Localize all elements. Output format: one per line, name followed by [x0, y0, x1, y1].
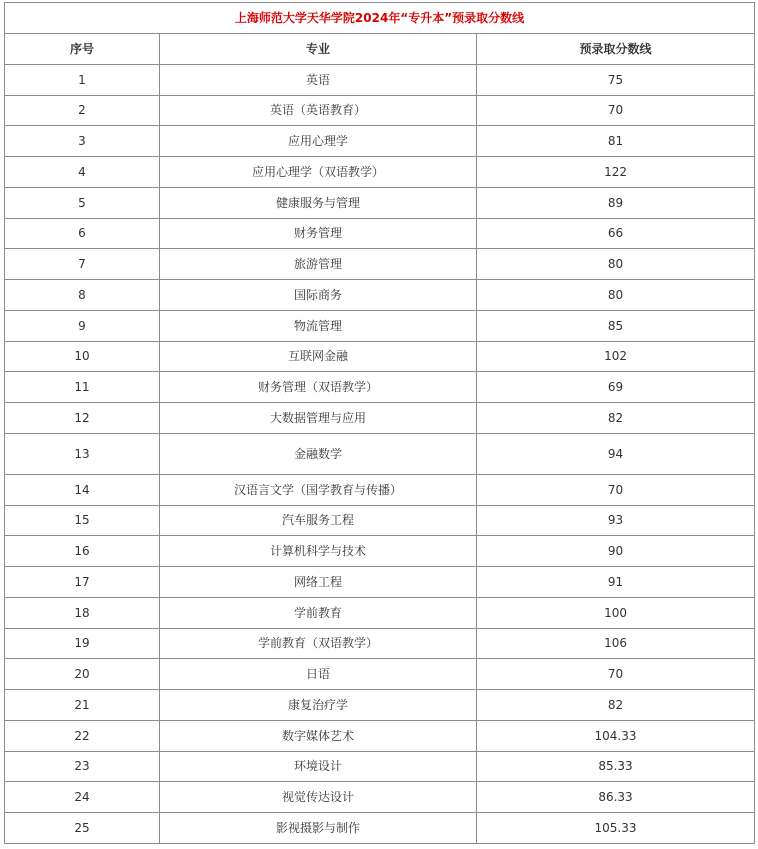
- score-cell: 89: [477, 187, 755, 218]
- major-name-cell: 汉语言文学（国学教育与传播）: [160, 474, 477, 505]
- score-cell: 90: [477, 536, 755, 567]
- score-cell: 82: [477, 403, 755, 434]
- row-number-cell: 5: [5, 187, 160, 218]
- major-name-cell: 健康服务与管理: [160, 187, 477, 218]
- major-name-cell: 数字媒体艺术: [160, 720, 477, 751]
- score-cell: 122: [477, 157, 755, 188]
- row-number-cell: 9: [5, 310, 160, 341]
- major-name-cell: 日语: [160, 659, 477, 690]
- row-number-cell: 19: [5, 628, 160, 659]
- major-name-cell: 影视摄影与制作: [160, 813, 477, 844]
- row-number-cell: 21: [5, 690, 160, 721]
- score-cell: 102: [477, 341, 755, 372]
- table-row: [5, 536, 755, 567]
- table-row: [5, 95, 755, 126]
- table-row: [5, 341, 755, 372]
- table-row: [5, 597, 755, 628]
- row-number-cell: 10: [5, 341, 160, 372]
- score-cell: 106: [477, 628, 755, 659]
- table-row: [5, 64, 755, 95]
- score-cell: 70: [477, 659, 755, 690]
- row-number-cell: 7: [5, 249, 160, 280]
- table-row: [5, 372, 755, 403]
- major-name-cell: 物流管理: [160, 310, 477, 341]
- table-row: [5, 813, 755, 844]
- table-row: [5, 782, 755, 813]
- header-number: 序号: [5, 34, 160, 65]
- score-cell: 80: [477, 280, 755, 311]
- score-cell: 75: [477, 64, 755, 95]
- score-cell: 69: [477, 372, 755, 403]
- row-number-cell: 20: [5, 659, 160, 690]
- major-name-cell: 学前教育（双语教学）: [160, 628, 477, 659]
- row-number-cell: 18: [5, 597, 160, 628]
- score-cell: 86.33: [477, 782, 755, 813]
- table-row: [5, 659, 755, 690]
- table-title: 上海师范大学天华学院2024年“专升本”预录取分数线: [5, 3, 755, 34]
- row-number-cell: 22: [5, 720, 160, 751]
- row-number-cell: 12: [5, 403, 160, 434]
- score-cell: 81: [477, 126, 755, 157]
- table-row: [5, 403, 755, 434]
- admission-score-table: [4, 2, 755, 844]
- row-number-cell: 13: [5, 433, 160, 474]
- row-number-cell: 17: [5, 567, 160, 598]
- score-cell: 82: [477, 690, 755, 721]
- score-cell: 66: [477, 218, 755, 249]
- row-number-cell: 14: [5, 474, 160, 505]
- table-row: [5, 280, 755, 311]
- major-name-cell: 财务管理: [160, 218, 477, 249]
- major-name-cell: 学前教育: [160, 597, 477, 628]
- major-name-cell: 金融数学: [160, 433, 477, 474]
- row-number-cell: 6: [5, 218, 160, 249]
- score-cell: 70: [477, 474, 755, 505]
- table-row: [5, 126, 755, 157]
- table-row: [5, 249, 755, 280]
- table-header-row: [5, 34, 755, 65]
- major-name-cell: 财务管理（双语教学）: [160, 372, 477, 403]
- major-name-cell: 应用心理学: [160, 126, 477, 157]
- major-name-cell: 英语: [160, 64, 477, 95]
- table-row: [5, 187, 755, 218]
- score-cell: 104.33: [477, 720, 755, 751]
- major-name-cell: 环境设计: [160, 751, 477, 782]
- row-number-cell: 2: [5, 95, 160, 126]
- table-row: [5, 474, 755, 505]
- row-number-cell: 1: [5, 64, 160, 95]
- row-number-cell: 15: [5, 505, 160, 536]
- major-name-cell: 计算机科学与技术: [160, 536, 477, 567]
- row-number-cell: 3: [5, 126, 160, 157]
- row-number-cell: 4: [5, 157, 160, 188]
- table-row: [5, 505, 755, 536]
- major-name-cell: 大数据管理与应用: [160, 403, 477, 434]
- table-row: [5, 157, 755, 188]
- score-cell: 93: [477, 505, 755, 536]
- score-cell: 80: [477, 249, 755, 280]
- table-row: [5, 690, 755, 721]
- major-name-cell: 互联网金融: [160, 341, 477, 372]
- table-row: [5, 218, 755, 249]
- table-row: [5, 310, 755, 341]
- table-body: [5, 64, 755, 843]
- major-name-cell: 国际商务: [160, 280, 477, 311]
- score-cell: 100: [477, 597, 755, 628]
- major-name-cell: 网络工程: [160, 567, 477, 598]
- row-number-cell: 23: [5, 751, 160, 782]
- table-row: [5, 720, 755, 751]
- row-number-cell: 8: [5, 280, 160, 311]
- score-cell: 94: [477, 433, 755, 474]
- row-number-cell: 11: [5, 372, 160, 403]
- table-row: [5, 567, 755, 598]
- table-row: [5, 628, 755, 659]
- header-major: 专业: [160, 34, 477, 65]
- row-number-cell: 16: [5, 536, 160, 567]
- score-cell: 85.33: [477, 751, 755, 782]
- major-name-cell: 康复治疗学: [160, 690, 477, 721]
- table-row: [5, 751, 755, 782]
- score-cell: 85: [477, 310, 755, 341]
- major-name-cell: 英语（英语教育）: [160, 95, 477, 126]
- table-row: [5, 433, 755, 474]
- row-number-cell: 24: [5, 782, 160, 813]
- major-name-cell: 汽车服务工程: [160, 505, 477, 536]
- table-title-row: [5, 3, 755, 34]
- row-number-cell: 25: [5, 813, 160, 844]
- major-name-cell: 旅游管理: [160, 249, 477, 280]
- score-cell: 70: [477, 95, 755, 126]
- header-score: 预录取分数线: [477, 34, 755, 65]
- score-cell: 91: [477, 567, 755, 598]
- major-name-cell: 应用心理学（双语教学）: [160, 157, 477, 188]
- major-name-cell: 视觉传达设计: [160, 782, 477, 813]
- score-cell: 105.33: [477, 813, 755, 844]
